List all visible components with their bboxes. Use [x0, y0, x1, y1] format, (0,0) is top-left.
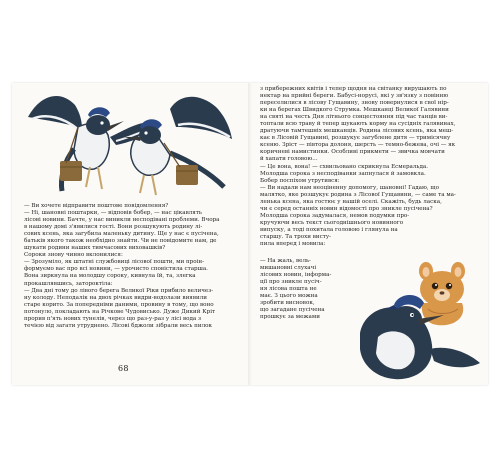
- text-line: прошкує за межами: [260, 314, 320, 321]
- magpie-and-creature-illustration: [350, 253, 488, 383]
- text-line: старшу. Та трохи висту-: [260, 233, 332, 240]
- right-page-text: [260, 86, 478, 248]
- text-line: мишановні слухачі: [260, 265, 317, 272]
- text-line: Вона зиркнула на молодшу сороку, кивнула їй, та, злегка: [24, 273, 196, 280]
- text-line: топтали всю траву й тепер шукають корму на сусідніх галявинах,: [260, 121, 456, 128]
- text-line: — Ви надали нам неоціненну допомогу, шановні! Гадаю, що: [260, 184, 439, 191]
- text-line: ксеню. Зріст — півтора долоня, шерсть — темно-бежева, очі — як: [260, 142, 456, 149]
- text-line: кручуючи весь текст сьогоднішнього новинного: [260, 219, 404, 226]
- text-line: Бобер поспіхом утрутився:: [260, 177, 340, 184]
- text-line: потонуло, покладають на Річкове Чудовисько. Дуже Дикий Кріт: [24, 308, 216, 315]
- text-line: — Це вона, вона! — схвильовано скрикнула Есмеральда.: [260, 163, 429, 170]
- text-line: випуску, а тоді похитала головою і глянула на: [260, 226, 398, 233]
- text-line: коричневі намистинки. Особливі прикмети — звичка мовчати: [260, 149, 445, 156]
- magpie-postmen-illustration: [20, 87, 240, 199]
- text-line: лісові новини. Бачте, у нас виникли несподівані проблеми. Вчора: [24, 217, 220, 224]
- left-page: [12, 83, 250, 385]
- text-line: — Зрозуміло, як штатні службовиці лісової пошти, ми проін-: [24, 259, 205, 266]
- text-line: ції про зникле пусіч-: [260, 279, 322, 286]
- text-line: має. З цього можна: [260, 293, 318, 300]
- text-line: сових ксень, яка загубила маленьку дитину. Ще у нас є пусічена,: [24, 231, 219, 238]
- text-line: ки на берегах Швидкого Струмка. Мешканці Великої Галявини: [260, 107, 449, 114]
- right-page-text-wrap: [260, 258, 352, 321]
- right-magpie: [124, 97, 232, 195]
- text-line: зробити висновок,: [260, 300, 315, 307]
- text-line: течією від загати утруднено. Лісові бджоли зібрали весь пилок: [24, 322, 213, 329]
- text-line: — Два дні тому до лівого берега Великої Ріки прибило величез-: [24, 287, 214, 294]
- text-line: дратуючи тамтешніх мешканців. Родина лісових ксень, яка меш-: [260, 128, 454, 135]
- book-spread: [12, 83, 488, 385]
- text-line: формуємо вас про всі новини, — урочисто сповістила старша.: [24, 266, 208, 273]
- text-line: Молодша сорока з несподіванки запнулася й замовкла.: [260, 170, 426, 177]
- text-line: що загадане пусічена: [260, 307, 325, 314]
- text-line: ня лісова пошта не: [260, 286, 317, 293]
- text-line: — Ні, шановні поштарки, — відповів бобер, — нас цікавлять: [24, 210, 202, 217]
- text-line: ну колоду. Неподалік на двох річках видри-водолази виявили: [24, 294, 207, 301]
- text-line: прокашлявшись, затороктіла:: [24, 280, 113, 287]
- text-line: малятко, яке розшукує родина з Лісової Гущавини, — саме та ма-: [260, 191, 456, 198]
- text-line: пила вперед і мовила:: [260, 241, 326, 248]
- text-line: ленька ксена, яка гостює у нашій оселі. Скажіть, будь ласка,: [260, 198, 442, 205]
- text-line: Сороки знову чинно вклонилися:: [24, 252, 123, 259]
- text-line: кає в Лісовій Гущавині, розшукує загублене дитя — тримісячну: [260, 135, 451, 142]
- text-line: — Ви хочете відправити поштове повідомлення?: [24, 203, 169, 209]
- text-line: батьків якого також необхідно знайти. Чи не повідомите нам, де: [24, 238, 217, 245]
- text-line: старе корито. За попередніми даними, провину в тому, що воно: [24, 301, 214, 308]
- text-line: — На жаль, вель-: [260, 258, 311, 264]
- text-line: нектар на прийні береги. Бабусі-норусі, які у зв'язку з повінню: [260, 93, 449, 100]
- text-line: в нашому домі з'явилися гості. Вони розшукують родину лі-: [24, 224, 203, 231]
- text-line: чи є серед останніх новин відомості про зникле пусічена?: [260, 205, 433, 212]
- page-number: 68: [118, 364, 129, 373]
- text-line: переселилися в лісову Гущавину, знову повернулися в свої нір-: [260, 100, 449, 107]
- text-line: прорив п'ять нових тунелів, через що раз-у-раз у лісі вода з: [24, 315, 202, 322]
- text-line: шукати родини наших тимчасових виховашків?: [24, 245, 166, 252]
- right-page: [250, 83, 488, 385]
- left-page-text: [24, 203, 238, 330]
- text-line: лісових новин, інформа-: [260, 272, 332, 279]
- text-line: на святі на честь Дня літнього сонцестояння під час танців ви-: [260, 114, 448, 121]
- text-line: з прибережних квітів і тепер щодня на світанку вирушають по: [260, 86, 447, 92]
- text-line: й хапати головою...: [260, 156, 318, 163]
- text-line: Молодша сорока задумалася, немов подумки про-: [260, 212, 410, 219]
